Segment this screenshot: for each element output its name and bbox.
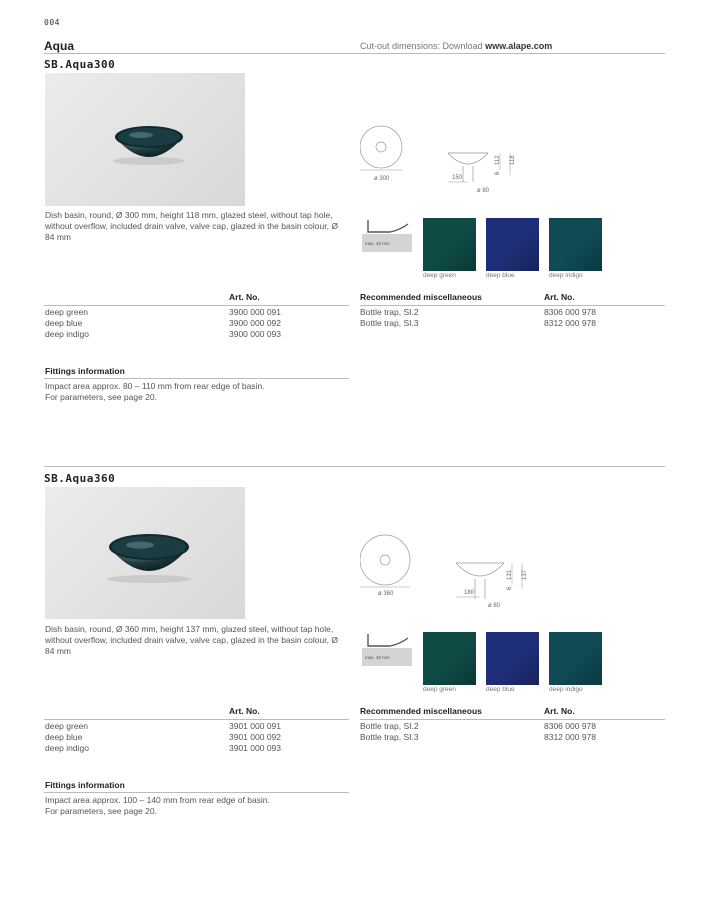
misc-art-no-header: Art. No. <box>544 706 575 716</box>
table-cell: deep blue <box>45 318 83 328</box>
table-cell: 3900 000 092 <box>229 318 281 328</box>
product-photo <box>45 73 245 206</box>
dim-height-total: 118 <box>510 155 516 165</box>
table-cell: 8306 000 978 <box>544 307 596 317</box>
swatch-label: deep green <box>423 686 456 693</box>
table-cell: 3901 000 091 <box>229 721 281 731</box>
table-rule <box>44 305 349 306</box>
dim-drain: ø 80 <box>477 188 490 194</box>
product-description: Dish basin, round, Ø 360 mm, height 137 mm, glazed steel, without tap hole, without overflow, included drain valve, valve cap, glazed in the basin colour, Ø 84 mm <box>45 624 338 656</box>
swatch-deep-blue[interactable] <box>486 632 539 685</box>
table-cell: deep blue <box>45 732 83 742</box>
table-cell: 3901 000 093 <box>229 743 281 753</box>
fittings-text <box>45 381 265 403</box>
table-cell: 8312 000 978 <box>544 732 596 742</box>
article-colors <box>45 721 89 754</box>
misc-numbers <box>544 721 596 743</box>
swatch-deep-green[interactable] <box>423 218 476 271</box>
basin-image <box>45 73 245 206</box>
swatch-label: deep indigo <box>549 272 583 279</box>
table-rule <box>44 719 349 720</box>
fittings-text <box>45 795 270 817</box>
swatch-deep-indigo[interactable] <box>549 632 602 685</box>
max-label: max. 40 mm <box>365 241 390 246</box>
art-no-header: Art. No. <box>229 292 260 302</box>
swatch-deep-blue[interactable] <box>486 218 539 271</box>
table-cell: 8306 000 978 <box>544 721 596 731</box>
table-cell: 3900 000 091 <box>229 307 281 317</box>
mounting-diagram <box>360 218 415 254</box>
section-rule <box>44 466 665 467</box>
table-cell: 3900 000 093 <box>229 329 281 339</box>
product-description: Dish basin, round, Ø 300 mm, height 118 mm, glazed steel, without tap hole, without overflow, included drain valve, valve cap, glazed in the basin colour, Ø 84 mm <box>45 210 338 242</box>
fittings-line: Impact area approx. 100 – 140 mm from rear edge of basin. <box>45 795 270 805</box>
misc-header: Recommended miscellaneous <box>360 706 482 716</box>
table-rule <box>360 305 665 306</box>
mounting-diagram <box>360 632 415 668</box>
dim-drain: ø 80 <box>488 603 501 609</box>
dim-height-inner: 112 <box>495 155 501 165</box>
misc-names <box>360 307 419 329</box>
swatch-label: deep blue <box>486 272 515 279</box>
product-model: SB.Aqua360 <box>44 472 116 485</box>
page-title: Aqua <box>44 39 74 53</box>
table-cell: 3901 000 092 <box>229 732 281 742</box>
dim-rim: 6 <box>507 586 513 590</box>
dim-diameter: ø 300 <box>374 176 390 182</box>
fittings-rule <box>44 792 349 793</box>
table-cell: 8312 000 978 <box>544 318 596 328</box>
article-colors <box>45 307 89 340</box>
dim-height-total: 137 <box>522 569 528 580</box>
article-numbers <box>229 721 281 754</box>
table-cell: deep indigo <box>45 743 89 753</box>
cutout-note <box>360 41 552 51</box>
fittings-rule <box>44 378 349 379</box>
table-cell: Bottle trap, SI.3 <box>360 732 419 742</box>
article-numbers <box>229 307 281 340</box>
misc-numbers <box>544 307 596 329</box>
dim-height-inner: 131 <box>507 569 513 580</box>
swatch-label: deep green <box>423 272 456 279</box>
dim-offset: 180 <box>464 590 475 596</box>
page-number: 004 <box>44 18 60 27</box>
dim-diameter: ø 360 <box>378 591 394 597</box>
dim-offset: 150 <box>452 175 463 181</box>
max-label: max. 40 mm <box>365 655 390 660</box>
table-cell: deep green <box>45 721 89 731</box>
fittings-title: Fittings information <box>45 780 125 790</box>
misc-names <box>360 721 419 743</box>
technical-drawing <box>360 533 540 615</box>
table-cell: Bottle trap, SI.2 <box>360 721 419 731</box>
art-no-header: Art. No. <box>229 706 260 716</box>
table-rule <box>360 719 665 720</box>
technical-drawing <box>360 120 530 200</box>
fittings-line: Impact area approx. 80 – 110 mm from rear edge of basin. <box>45 381 265 391</box>
table-cell: deep indigo <box>45 329 89 339</box>
swatch-label: deep indigo <box>549 686 583 693</box>
misc-header: Recommended miscellaneous <box>360 292 482 302</box>
misc-art-no-header: Art. No. <box>544 292 575 302</box>
dim-rim: 6 <box>495 171 501 175</box>
basin-image <box>45 487 245 619</box>
fittings-line: For parameters, see page 20. <box>45 806 157 816</box>
swatch-deep-indigo[interactable] <box>549 218 602 271</box>
swatch-deep-green[interactable] <box>423 632 476 685</box>
table-cell: Bottle trap, SI.3 <box>360 318 419 328</box>
cutout-link[interactable]: www.alape.com <box>485 41 553 51</box>
table-cell: Bottle trap, SI.2 <box>360 307 419 317</box>
product-photo <box>45 487 245 619</box>
table-cell: deep green <box>45 307 89 317</box>
product-model: SB.Aqua300 <box>44 58 116 71</box>
swatch-label: deep blue <box>486 686 515 693</box>
fittings-title: Fittings information <box>45 366 125 376</box>
fittings-line: For parameters, see page 20. <box>45 392 157 402</box>
header-rule <box>44 53 665 54</box>
cutout-prefix: Cut-out dimensions: Download <box>360 41 483 51</box>
